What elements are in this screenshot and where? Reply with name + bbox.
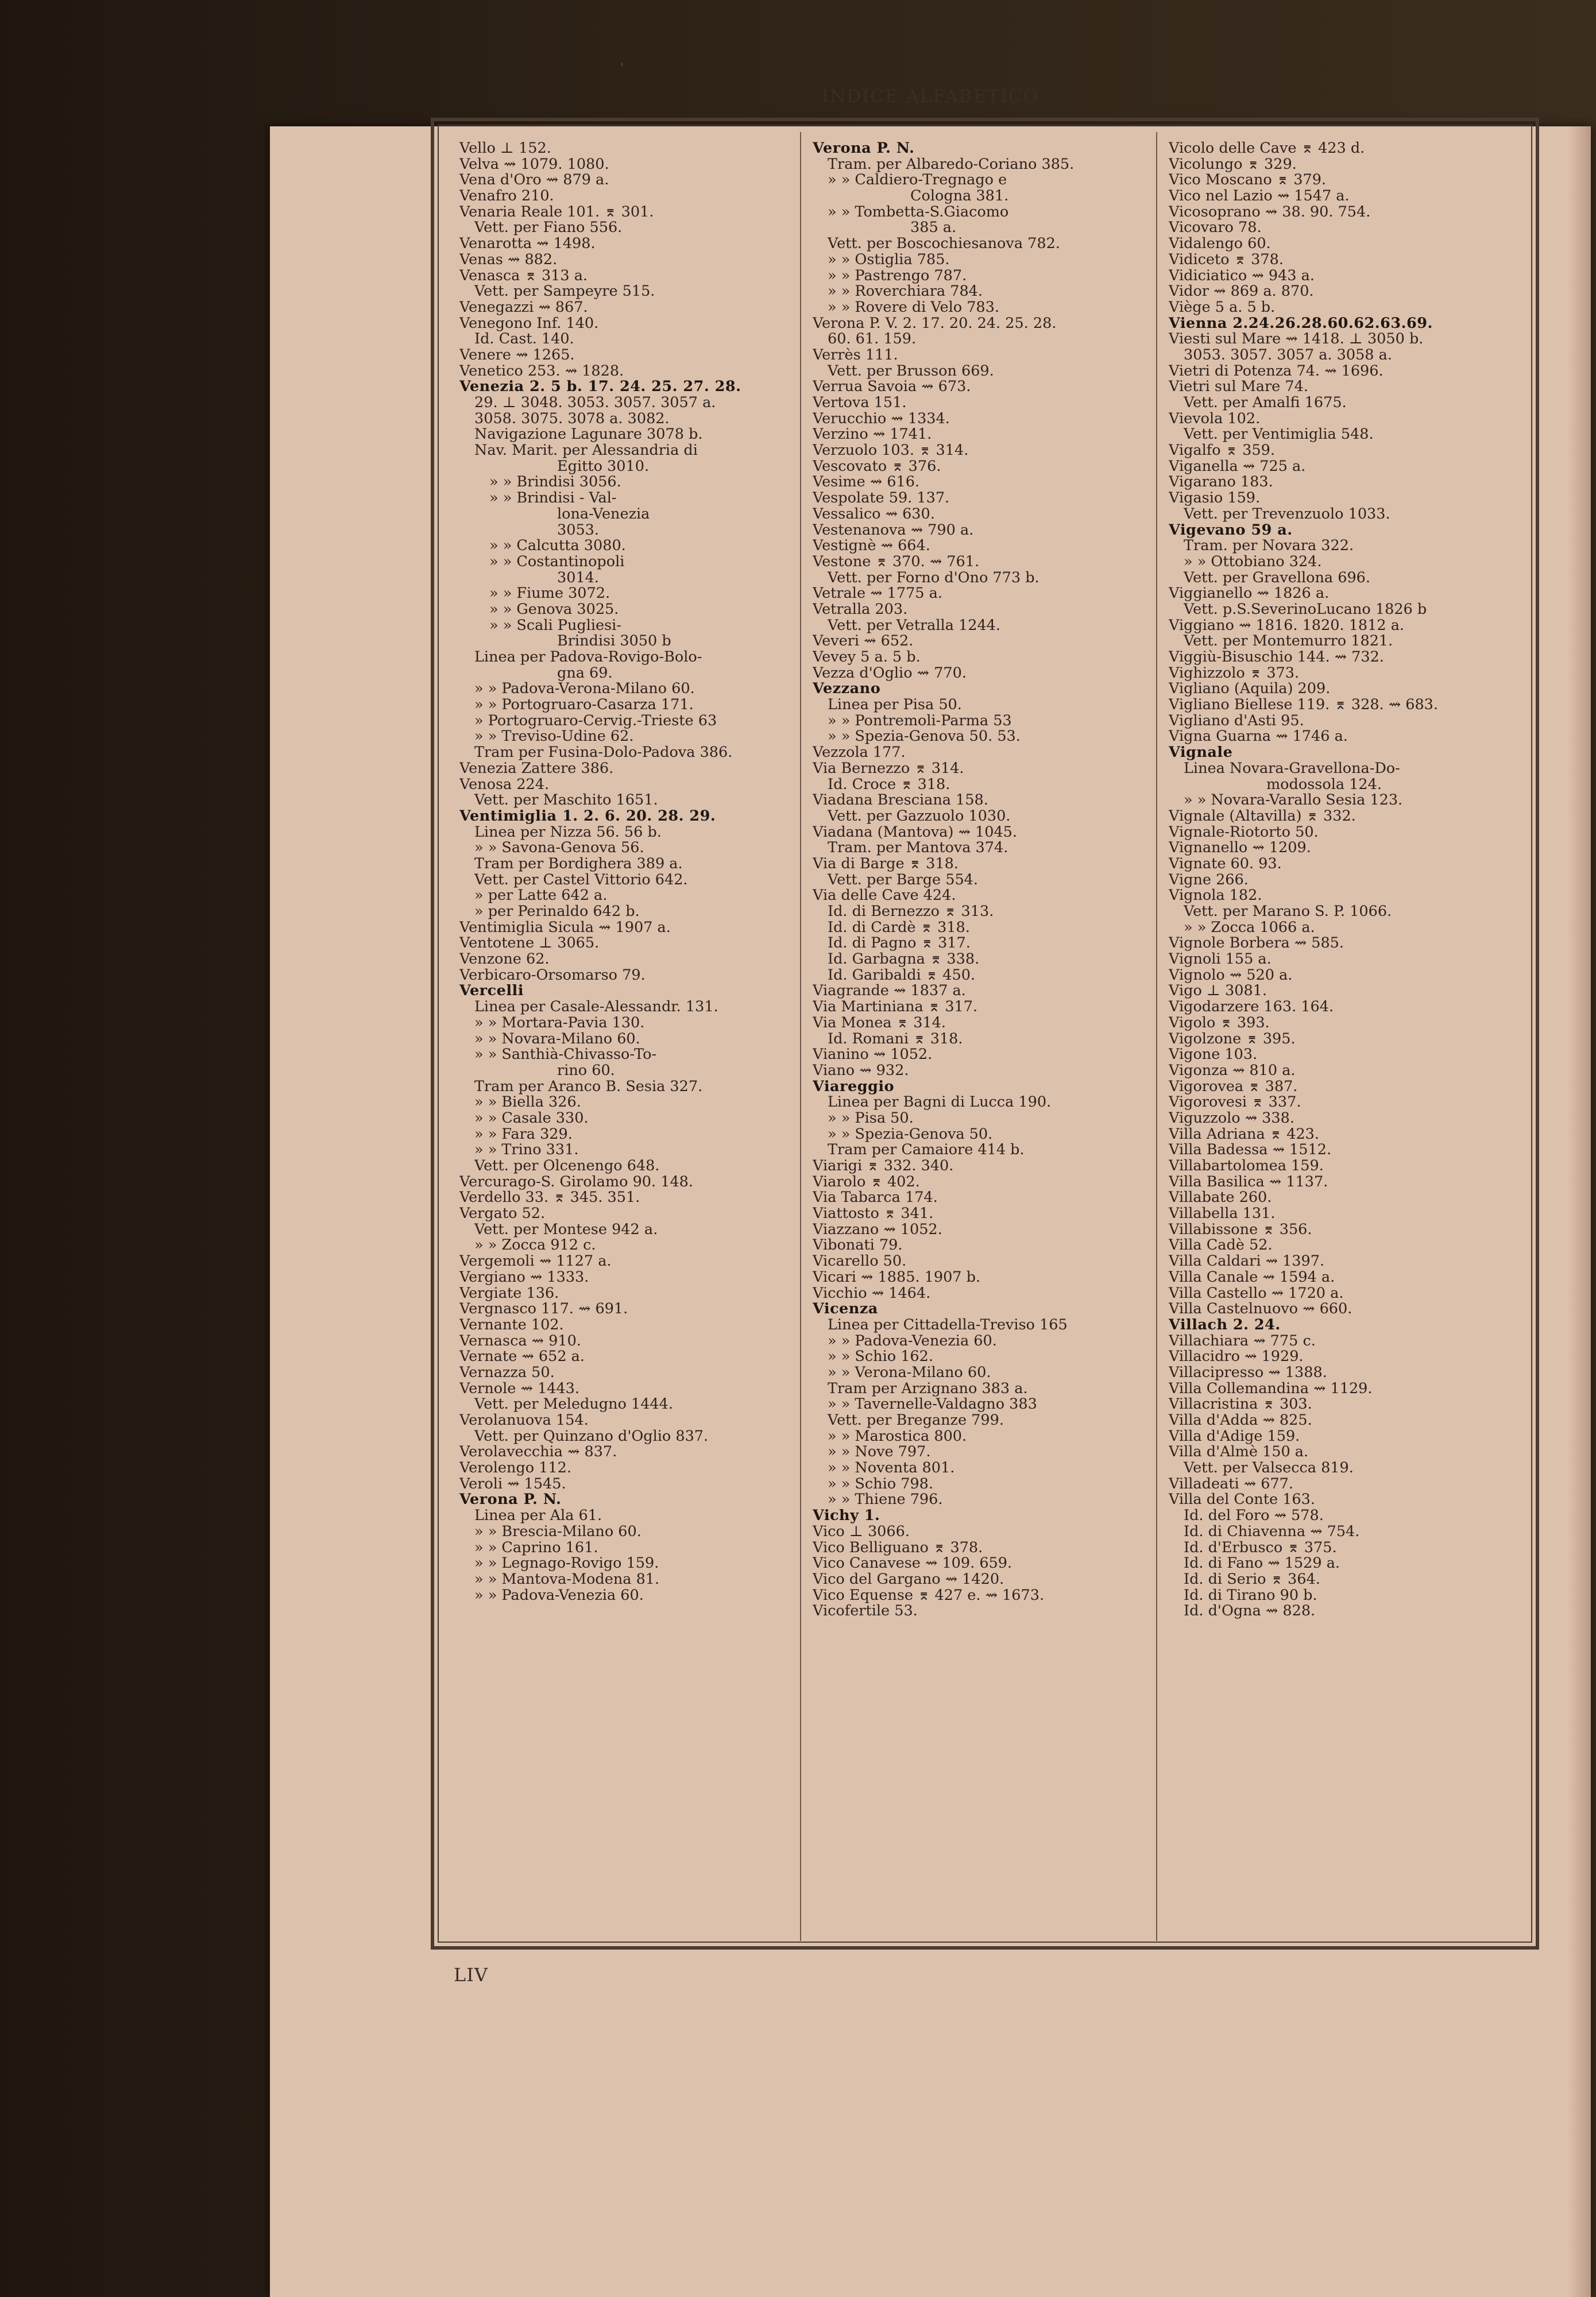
index-entry: » » Noventa 801. (828, 1460, 955, 1476)
index-column-3 (1169, 141, 1520, 1938)
index-entry: Vico del Gargano ⇝ 1420. (813, 1571, 1004, 1588)
index-entry: Id. d'Ogna ⇝ 828. (1184, 1603, 1316, 1619)
index-entry: Via di Barge ⌆ 318. (813, 856, 959, 872)
index-entry: Veveri ⇝ 652. (813, 633, 914, 649)
index-entry: Vigliano Biellese 119. ⌆ 328. ⇝ 683. (1169, 697, 1438, 713)
index-entry: » per Latte 642 a. (474, 888, 608, 904)
index-entry: Velva ⇝ 1079. 1080. (459, 156, 609, 173)
index-entry: » » Legnago-Rovigo 159. (474, 1556, 659, 1572)
index-entry: Venasca ⌆ 313 a. (459, 268, 588, 284)
index-entry: Vicolungo ⌆ 329. (1169, 156, 1297, 173)
index-entry: » Portogruaro-Cervig.-Trieste 63 (474, 713, 717, 729)
index-entry: Verzuolo 103. ⌆ 314. (813, 443, 969, 459)
index-entry: » » Marostica 800. (828, 1428, 967, 1445)
index-entry: Viesti sul Mare ⇝ 1418. ⊥ 3050 b. (1169, 331, 1424, 347)
index-entry: Via delle Cave 424. (813, 888, 956, 904)
index-entry: Tram. per Albaredo-Coriano 385. (828, 156, 1075, 173)
page-edge-shadow (1568, 126, 1591, 2297)
index-entry: Id. Romani ⌆ 318. (828, 1031, 963, 1047)
index-entry: Vergemoli ⇝ 1127 a. (459, 1254, 612, 1270)
index-entry: Id. di Tirano 90 b. (1184, 1587, 1317, 1604)
index-entry: Via Monea ⌆ 314. (813, 1015, 946, 1031)
index-entry: Vicchio ⇝ 1464. (813, 1285, 931, 1302)
index-entry: Vignale-Riotorto 50. (1169, 824, 1319, 841)
index-entry: Villabartolomea 159. (1169, 1158, 1324, 1174)
index-entry: » » Casale 330. (474, 1110, 589, 1127)
index-entry: » » Novara-Milano 60. (474, 1031, 640, 1047)
index-entry: 60. 61. 159. (828, 331, 917, 347)
index-entry: » » Spezia-Genova 50. 53. (828, 729, 1021, 745)
index-entry: » » Scali Pugliesi- (489, 617, 621, 634)
index-entry: Viarolo ⌆ 402. (813, 1174, 920, 1190)
index-entry: Vidiciatico ⇝ 943 a. (1169, 268, 1315, 284)
index-entry: Vetralla 203. (813, 601, 908, 618)
index-entry: Vett. per Fiano 556. (474, 220, 623, 237)
index-entry: Vico Equense ⌆ 427 e. ⇝ 1673. (813, 1587, 1045, 1604)
index-entry: » » Schio 162. (828, 1349, 933, 1365)
index-entry: Vignale (Altavilla) ⌆ 332. (1169, 808, 1356, 825)
index-entry: Villa Castelnuovo ⇝ 660. (1169, 1301, 1352, 1317)
index-entry: » » Caldiero-Tregnago e (828, 172, 1007, 189)
index-entry: Vigolzone ⌆ 395. (1169, 1031, 1296, 1047)
index-entry: Vicarello 50. (813, 1254, 907, 1270)
index-entry: » » Rovere di Velo 783. (828, 299, 999, 316)
index-entry: Vett. per Marano S. P. 1066. (1184, 904, 1392, 920)
index-entry: » » Schio 798. (828, 1476, 933, 1492)
index-entry: Veroli ⇝ 1545. (459, 1476, 566, 1492)
index-entry: Vievola 102. (1169, 411, 1261, 427)
index-entry: Viguzzolo ⇝ 338. (1169, 1110, 1294, 1127)
index-entry: Id. di Cardè ⌆ 318. (828, 919, 970, 936)
index-entry: Vett. per Barge 554. (828, 872, 979, 888)
index-entry: Vello ⊥ 152. (459, 141, 551, 157)
index-entry: Venezia 2. 5 b. 17. 24. 25. 27. 28. (459, 379, 741, 395)
index-entry: Vezzola 177. (813, 745, 906, 761)
index-entry: Vigna Guarna ⇝ 1746 a. (1169, 729, 1348, 745)
index-entry: Villabella 131. (1169, 1206, 1276, 1222)
index-entry: Venetico 253. ⇝ 1828. (459, 363, 624, 380)
index-entry: » » Treviso-Udine 62. (474, 729, 634, 745)
index-entry: Tram. per Novara 322. (1184, 538, 1354, 554)
index-entry: 3053. 3057. 3057 a. 3058 a. (1184, 347, 1392, 364)
index-entry: Linea per Ala 61. (474, 1508, 602, 1524)
index-entry: Verona P. N. (813, 141, 915, 157)
index-entry: Verucchio ⇝ 1334. (813, 411, 950, 427)
index-entry: Vescovato ⌆ 376. (813, 458, 941, 475)
index-entry: Vestone ⌆ 370. ⇝ 761. (813, 554, 980, 570)
index-entry: Id. Croce ⌆ 318. (828, 776, 950, 793)
index-entry: Tram per Arzignano 383 a. (828, 1380, 1028, 1397)
index-entry: rino 60. (557, 1062, 615, 1079)
index-entry: Linea per Cittadella-Treviso 165 (828, 1317, 1068, 1333)
index-entry: Id. Garbagna ⌆ 338. (828, 952, 980, 968)
index-entry: Vett. per Trevenzuolo 1033. (1184, 506, 1390, 523)
index-entry: Nav. Marit. per Alessandria di (474, 443, 698, 459)
index-entry: Vett. per Valsecca 819. (1184, 1460, 1354, 1476)
index-entry: Vett. per Ventimiglia 548. (1184, 427, 1374, 443)
index-entry: » » Caprino 161. (474, 1540, 598, 1556)
index-entry: Vignate 60. 93. (1169, 856, 1282, 872)
index-entry: Tram per Fusina-Dolo-Padova 386. (474, 745, 733, 761)
index-entry: » » Padova-Venezia 60. (474, 1587, 644, 1604)
index-entry: Viganella ⇝ 725 a. (1169, 458, 1306, 475)
index-entry: » » Tavernelle-Valdagno 383 (828, 1397, 1037, 1413)
index-entry: » » Padova-Venezia 60. (828, 1333, 997, 1349)
index-entry: 29. ⊥ 3048. 3053. 3057. 3057 a. (474, 395, 716, 411)
index-entry: Vett. per Vetralla 1244. (828, 617, 1001, 634)
index-entry: » » Savona-Genova 56. (474, 840, 644, 856)
index-entry: » » Santhià-Chivasso-To- (474, 1047, 657, 1063)
index-entry: » » Roverchiara 784. (828, 284, 983, 300)
index-entry: Vevey 5 a. 5 b. (813, 649, 921, 666)
index-entry: Id. Cast. 140. (474, 331, 574, 347)
index-entry: Navigazione Lagunare 3078 b. (474, 427, 703, 443)
index-entry: Vignoli 155 a. (1169, 952, 1272, 968)
index-entry: Viadana Bresciana 158. (813, 792, 988, 809)
index-entry: Vett. per Quinzano d'Oglio 837. (474, 1428, 709, 1445)
index-entry: Villa Adriana ⌆ 423. (1169, 1126, 1320, 1143)
index-entry: Vernate ⇝ 652 a. (459, 1349, 585, 1365)
index-entry: Vico Canavese ⇝ 109. 659. (813, 1556, 1013, 1572)
index-entry: Vidalengo 60. (1169, 236, 1271, 252)
index-entry: Vignale (1169, 745, 1233, 761)
page-number: LIV (454, 1964, 488, 1986)
index-entry: Vicenza (813, 1301, 878, 1317)
index-entry: Villa Caldari ⇝ 1397. (1169, 1254, 1325, 1270)
index-entry: Villadeati ⇝ 677. (1169, 1476, 1294, 1492)
index-entry: Venegazzi ⇝ 867. (459, 299, 588, 316)
index-entry: Vezzano (813, 681, 881, 698)
index-entry: 3053. (557, 522, 600, 539)
index-entry: Vett. per Maschito 1651. (474, 792, 658, 809)
index-entry: Vichy 1. (813, 1508, 880, 1524)
page-mark: ' (620, 60, 624, 74)
index-entry: Id. di Chiavenna ⇝ 754. (1184, 1523, 1360, 1540)
index-entry: Via Bernezzo ⌆ 314. (813, 760, 964, 777)
index-entry: Linea per Bagni di Lucca 190. (828, 1095, 1052, 1111)
index-entry: » » Portogruaro-Casarza 171. (474, 697, 694, 713)
index-entry: Vercurago-S. Girolamo 90. 148. (459, 1174, 694, 1190)
index-entry: Linea per Padova-Rovigo-Bolo- (474, 649, 702, 666)
index-entry: » » Brindisi - Val- (489, 490, 617, 506)
index-entry: Vett. per Gravellona 696. (1184, 570, 1371, 586)
index-entry: » » Ostiglia 785. (828, 252, 950, 268)
index-entry: Tram. per Mantova 374. (828, 840, 1008, 856)
index-entry: Id. di Bernezzo ⌆ 313. (828, 904, 994, 920)
index-entry: Vico Moscano ⌆ 379. (1169, 172, 1327, 189)
index-entry: » » Trino 331. (474, 1142, 579, 1158)
index-entry: Linea Novara-Gravellona-Do- (1184, 760, 1400, 777)
index-entry: Ventotene ⊥ 3065. (459, 935, 600, 952)
index-entry: Vignanello ⇝ 1209. (1169, 840, 1311, 856)
index-entry: modossola 124. (1266, 776, 1382, 793)
index-entry: 385 a. (910, 220, 957, 237)
index-entry: » » Novara-Varallo Sesia 123. (1184, 792, 1403, 809)
index-entry: Vignole Borbera ⇝ 585. (1169, 935, 1344, 952)
index-entry: Villach 2. 24. (1169, 1317, 1281, 1333)
index-entry: Vessalico ⇝ 630. (813, 506, 935, 523)
index-entry: Via Tabarca 174. (813, 1190, 938, 1206)
index-entry: Vergnasco 117. ⇝ 691. (459, 1301, 628, 1317)
index-entry: Vicofertile 53. (813, 1603, 918, 1619)
index-entry: Id. d'Erbusco ⌆ 375. (1184, 1540, 1337, 1556)
index-entry: Vespolate 59. 137. (813, 490, 950, 506)
index-entry: Vianino ⇝ 1052. (813, 1047, 933, 1063)
index-entry: Ventimiglia Sicula ⇝ 1907 a. (459, 919, 671, 936)
page-title: INDICE ALFABETICO (821, 86, 1039, 107)
index-entry: Tram per Camaiore 414 b. (828, 1142, 1025, 1158)
index-entry: Vietri di Potenza 74. ⇝ 1696. (1169, 363, 1384, 380)
index-entry: Vigolo ⌆ 393. (1169, 1015, 1270, 1031)
index-entry: » » Padova-Verona-Milano 60. (474, 681, 695, 698)
index-column-2 (813, 141, 1164, 1938)
index-entry: Villacristina ⌆ 303. (1169, 1397, 1312, 1413)
index-entry: Vigne 266. (1169, 872, 1249, 888)
index-entry: Vergiano ⇝ 1333. (459, 1269, 589, 1286)
index-entry: Verrès 111. (813, 347, 898, 364)
index-entry: » » Mortara-Pavia 130. (474, 1015, 645, 1031)
index-entry: Villa d'Adige 159. (1169, 1428, 1300, 1445)
index-entry: Verdello 33. ⌆ 345. 351. (459, 1190, 640, 1206)
index-entry: Vienna 2.24.26.28.60.62.63.69. (1169, 315, 1433, 332)
index-entry: Ventimiglia 1. 2. 6. 20. 28. 29. (459, 808, 716, 825)
index-entry: Viattosto ⌆ 341. (813, 1206, 934, 1222)
index-entry: Verona P. N. (459, 1492, 562, 1509)
index-entry: Vett. per Gazzuolo 1030. (828, 808, 1011, 825)
index-entry: Vett. per Boscochiesanova 782. (828, 236, 1060, 252)
index-entry: Vicosoprano ⇝ 38. 90. 754. (1169, 204, 1371, 221)
index-entry: Vetrale ⇝ 1775 a. (813, 586, 942, 602)
index-entry: Villa Basilica ⇝ 1137. (1169, 1174, 1328, 1190)
index-entry: Vernole ⇝ 1443. (459, 1380, 579, 1397)
index-entry: Egitto 3010. (557, 458, 650, 475)
index-entry: Linea per Pisa 50. (828, 697, 962, 713)
index-entry: Venezia Zattere 386. (459, 760, 614, 777)
index-entry: Villa Collemandina ⇝ 1129. (1169, 1380, 1373, 1397)
index-entry: » » Biella 326. (474, 1095, 581, 1111)
index-entry: Vibonati 79. (813, 1238, 903, 1254)
index-entry: » » Zocca 912 c. (474, 1238, 596, 1254)
index-entry: Vett. per Breganze 799. (828, 1413, 1004, 1429)
index-entry: » » Genova 3025. (489, 601, 619, 618)
index-entry: » » Mantova-Modena 81. (474, 1571, 660, 1588)
index-entry: Vestenanova ⇝ 790 a. (813, 522, 974, 539)
index-entry: » » Calcutta 3080. (489, 538, 626, 554)
index-entry: » » Costantinopoli (489, 554, 625, 570)
index-entry: Vernante 102. (459, 1317, 564, 1333)
index-entry: Verolanuova 154. (459, 1413, 589, 1429)
index-entry: Tram per Bordighera 389 a. (474, 856, 683, 872)
index-entry: Villa Castello ⇝ 1720 a. (1169, 1285, 1344, 1302)
index-entry: Viggiù-Bisuschio 144. ⇝ 732. (1169, 649, 1384, 666)
index-entry: Villa Canale ⇝ 1594 a. (1169, 1269, 1335, 1286)
index-entry: » » Spezia-Genova 50. (828, 1126, 993, 1143)
index-entry: Vesime ⇝ 616. (813, 474, 920, 491)
index-entry: Id. di Fano ⇝ 1529 a. (1184, 1556, 1340, 1572)
index-entry: Vighizzolo ⌆ 373. (1169, 665, 1300, 682)
index-entry: Viano ⇝ 932. (813, 1062, 909, 1079)
index-entry: Cologna 381. (910, 188, 1009, 204)
index-entry: » » Ottobiano 324. (1184, 554, 1322, 570)
index-entry: Vett. p.S.SeverinoLucano 1826 b (1184, 601, 1427, 618)
index-entry: Viggianello ⇝ 1826 a. (1169, 586, 1330, 602)
index-entry: Vercelli (459, 983, 524, 1000)
index-entry: Viareggio (813, 1078, 895, 1095)
index-entry: » » Verona-Milano 60. (828, 1364, 991, 1381)
index-entry: Vertova 151. (813, 395, 907, 411)
index-column-1 (459, 141, 811, 1938)
index-entry: Vena d'Oro ⇝ 879 a. (459, 172, 609, 189)
index-entry: Vico nel Lazio ⇝ 1547 a. (1169, 188, 1350, 204)
index-entry: Villabate 260. (1169, 1190, 1272, 1206)
index-entry: Vico Belliguano ⌆ 378. (813, 1540, 983, 1556)
index-entry: Vergato 52. (459, 1206, 546, 1222)
index-entry: Venzone 62. (459, 952, 550, 968)
index-entry: Villa Badessa ⇝ 1512. (1169, 1142, 1332, 1158)
index-entry: Vicovaro 78. (1169, 220, 1262, 237)
index-entry: Vett. per Amalfi 1675. (1184, 395, 1347, 411)
index-entry: Villa d'Adda ⇝ 825. (1169, 1413, 1312, 1429)
index-entry: Vigonza ⇝ 810 a. (1169, 1062, 1296, 1079)
index-entry: Vernazza 50. (459, 1364, 555, 1381)
index-entry: » per Perinaldo 642 b. (474, 904, 640, 920)
index-entry: gna 69. (557, 665, 613, 682)
index-entry: Linea per Casale-Alessandr. 131. (474, 999, 718, 1015)
index-entry: Venafro 210. (459, 188, 554, 204)
index-entry: Linea per Nizza 56. 56 b. (474, 824, 662, 841)
index-entry: Vietri sul Mare 74. (1169, 379, 1308, 395)
index-entry: Vigasio 159. (1169, 490, 1261, 506)
index-entry: » » Brindisi 3056. (489, 474, 621, 491)
index-entry: Vett. per Olcenengo 648. (474, 1158, 660, 1174)
index-entry: » » Pisa 50. (828, 1110, 914, 1127)
index-entry: Vidiceto ⌆ 378. (1169, 252, 1284, 268)
index-entry: Vicari ⇝ 1885. 1907 b. (813, 1269, 981, 1286)
index-entry: Villa Cadè 52. (1169, 1238, 1273, 1254)
index-entry: Vigliano d'Asti 95. (1169, 713, 1304, 729)
index-entry: Vigarano 183. (1169, 474, 1273, 491)
index-entry: Villachiara ⇝ 775 c. (1169, 1333, 1316, 1349)
index-entry: Vigalfo ⌆ 359. (1169, 443, 1275, 459)
index-entry: Vigorovesi ⌆ 337. (1169, 1095, 1301, 1111)
index-entry: Vett. per Castel Vittorio 642. (474, 872, 688, 888)
index-entry: Villa del Conte 163. (1169, 1492, 1315, 1509)
index-entry: Vigorovea ⌆ 387. (1169, 1078, 1298, 1095)
index-entry: Verzino ⇝ 1741. (813, 427, 932, 443)
index-entry: Via Martiniana ⌆ 317. (813, 999, 978, 1015)
index-entry: Venosa 224. (459, 776, 550, 793)
index-entry: Venere ⇝ 1265. (459, 347, 575, 364)
index-entry: 3014. (557, 570, 600, 586)
index-entry: Vigodarzere 163. 164. (1169, 999, 1334, 1015)
index-entry: Venarotta ⇝ 1498. (459, 236, 596, 252)
index-entry: Viagrande ⇝ 1837 a. (813, 983, 966, 1000)
index-entry: Vignola 182. (1169, 888, 1262, 904)
index-entry: Verrua Savoia ⇝ 673. (813, 379, 971, 395)
index-entry: Venegono Inf. 140. (459, 315, 599, 332)
index-entry: » » Brescia-Milano 60. (474, 1523, 642, 1540)
index-entry: Vico ⊥ 3066. (813, 1523, 910, 1540)
index-entry: Vernasca ⇝ 910. (459, 1333, 581, 1349)
index-entry: » » Thiene 796. (828, 1492, 943, 1509)
index-entry: Id. Garibaldi ⌆ 450. (828, 967, 976, 984)
index-entry: » » Tombetta-S.Giacomo (828, 204, 1009, 221)
index-entry: » » Pontremoli-Parma 53 (828, 713, 1012, 729)
index-entry: Vett. per Forno d'Ono 773 b. (828, 570, 1039, 586)
index-entry: Tram per Aranco B. Sesia 327. (474, 1078, 703, 1095)
index-entry: Venas ⇝ 882. (459, 252, 558, 268)
index-entry: Viarigi ⌆ 332. 340. (813, 1158, 954, 1174)
index-entry: lona-Venezia (557, 506, 650, 523)
index-entry: » » Nove 797. (828, 1444, 931, 1461)
index-entry: Verolengo 112. (459, 1460, 571, 1476)
index-entry: » » Fiume 3072. (489, 586, 610, 602)
index-entry: » » Pastrengo 787. (828, 268, 967, 284)
index-entry: Villacipresso ⇝ 1388. (1169, 1364, 1327, 1381)
index-entry: Viggiano ⇝ 1816. 1820. 1812 a. (1169, 617, 1405, 634)
index-entry: Vett. per Montemurro 1821. (1184, 633, 1393, 649)
index-entry: Vigevano 59 a. (1169, 522, 1293, 539)
index-entry: Villacidro ⇝ 1929. (1169, 1349, 1304, 1365)
index-entry: Viège 5 a. 5 b. (1169, 299, 1276, 316)
index-entry: Vigliano (Aquila) 209. (1169, 681, 1331, 698)
index-entry: Id. del Foro ⇝ 578. (1184, 1508, 1324, 1524)
index-entry: Vezza d'Oglio ⇝ 770. (813, 665, 967, 682)
index-entry: Viadana (Mantova) ⇝ 1045. (813, 824, 1018, 841)
index-entry: » » Fara 329. (474, 1126, 573, 1143)
index-entry: Vett. per Meledugno 1444. (474, 1397, 673, 1413)
index-entry: Vigone 103. (1169, 1047, 1258, 1063)
index-entry: Viazzano ⇝ 1052. (813, 1221, 942, 1238)
index-entry: Vett. per Sampeyre 515. (474, 284, 655, 300)
index-entry: Vidor ⇝ 869 a. 870. (1169, 284, 1314, 300)
index-entry: Vett. per Brusson 669. (828, 363, 994, 380)
index-entry: Id. di Serio ⌆ 364. (1184, 1571, 1320, 1588)
index-entry: Verbicaro-Orsomarso 79. (459, 967, 646, 984)
index-entry: 3058. 3075. 3078 a. 3082. (474, 411, 670, 427)
index-entry: Villa d'Almè 150 a. (1169, 1444, 1309, 1461)
index-entry: Verolavecchia ⇝ 837. (459, 1444, 617, 1461)
index-entry: Villabissone ⌆ 356. (1169, 1221, 1312, 1238)
index-entry: Venaria Reale 101. ⌆ 301. (459, 204, 654, 221)
index-entry: Verona P. V. 2. 17. 20. 24. 25. 28. (813, 315, 1057, 332)
index-entry: » » Zocca 1066 a. (1184, 919, 1315, 936)
index-entry: Vicolo delle Cave ⌆ 423 d. (1169, 141, 1365, 157)
index-entry: Vett. per Montese 942 a. (474, 1221, 658, 1238)
index-entry: Vignolo ⇝ 520 a. (1169, 967, 1293, 984)
index-entry: Brindisi 3050 b (557, 633, 671, 649)
index-entry: Vigo ⊥ 3081. (1169, 983, 1267, 1000)
index-entry: Vergiate 136. (459, 1285, 559, 1302)
index-entry: Vestignè ⇝ 664. (813, 538, 930, 554)
index-entry: Id. di Pagno ⌆ 317. (828, 935, 971, 952)
